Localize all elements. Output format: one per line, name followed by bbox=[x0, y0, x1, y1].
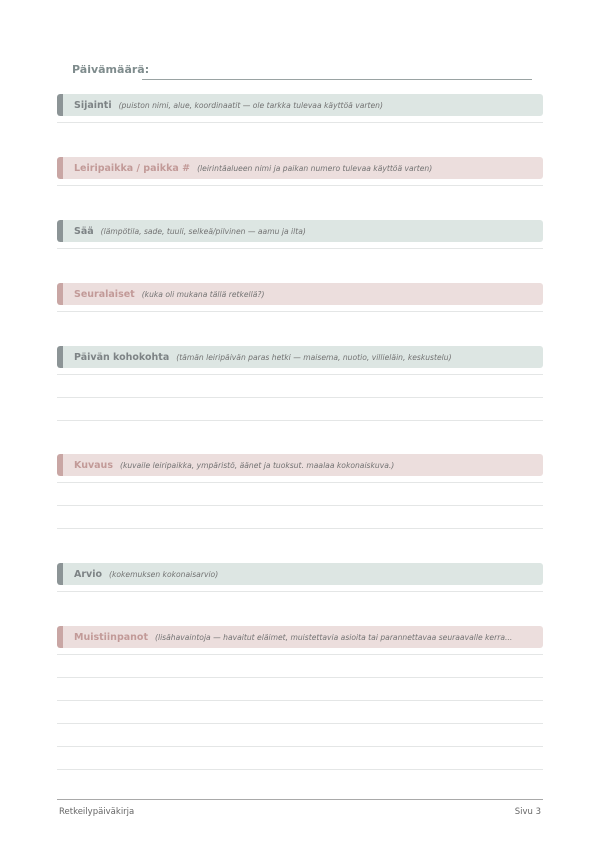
writing-line[interactable] bbox=[57, 420, 543, 421]
section-title: Seuralaiset bbox=[74, 288, 135, 300]
section-rating bbox=[57, 563, 543, 592]
section-header bbox=[57, 283, 543, 305]
writing-line[interactable] bbox=[57, 654, 543, 655]
section-title: Leiripaikka / paikka # bbox=[74, 162, 191, 174]
section-header bbox=[57, 563, 543, 585]
writing-line[interactable] bbox=[57, 397, 543, 398]
section-weather bbox=[57, 220, 543, 249]
page-footer bbox=[57, 799, 543, 817]
writing-line[interactable] bbox=[57, 746, 543, 747]
writing-line[interactable] bbox=[57, 769, 543, 770]
writing-line[interactable] bbox=[57, 122, 543, 123]
section-hint: (kokemuksen kokonaisarvio) bbox=[109, 569, 219, 579]
page-number: Sivu 3 bbox=[514, 807, 541, 817]
section-hint: (kuka oli mukana tällä retkellä?) bbox=[141, 289, 265, 299]
section-title: Sijainti bbox=[74, 99, 112, 111]
section-header bbox=[57, 157, 543, 179]
section-title: Sää bbox=[74, 225, 94, 237]
date-field bbox=[72, 62, 532, 80]
section-location bbox=[57, 94, 543, 123]
writing-line[interactable] bbox=[57, 374, 543, 375]
writing-line[interactable] bbox=[57, 591, 543, 592]
footer-title: Retkeilypäiväkirja bbox=[59, 807, 135, 817]
writing-line[interactable] bbox=[57, 505, 543, 506]
section-hint: (lisähavaintoja — havaitut eläimet, muistettavia asioita tai parannettavaa seuraavalle kerra... bbox=[155, 632, 513, 642]
writing-line[interactable] bbox=[57, 482, 543, 483]
writing-line[interactable] bbox=[57, 723, 543, 724]
section-companions bbox=[57, 283, 543, 312]
section-description bbox=[57, 454, 543, 529]
section-title: Kuvaus bbox=[74, 459, 113, 471]
section-header bbox=[57, 454, 543, 476]
section-hint: (puiston nimi, alue, koordinaatit — ole tarkka tulevaa käyttöä varten) bbox=[118, 100, 383, 110]
writing-line[interactable] bbox=[57, 248, 543, 249]
section-header bbox=[57, 346, 543, 368]
section-hint: (kuvaile leiripaikka, ympäristö, äänet ja tuoksut. maalaa kokonaiskuva.) bbox=[119, 460, 395, 470]
section-hint: (leirintäalueen nimi ja paikan numero tulevaa käyttöä varten) bbox=[197, 163, 433, 173]
date-input-line[interactable] bbox=[142, 79, 532, 80]
section-title: Muistiinpanot bbox=[74, 631, 148, 643]
section-highlight bbox=[57, 346, 543, 421]
section-title: Päivän kohokohta bbox=[74, 351, 170, 363]
section-title: Arvio bbox=[74, 568, 103, 580]
section-hint: (lämpötila, sade, tuuli, selkeä/pilvinen — aamu ja ilta) bbox=[100, 226, 306, 236]
section-header bbox=[57, 220, 543, 242]
writing-line[interactable] bbox=[57, 185, 543, 186]
writing-line[interactable] bbox=[57, 677, 543, 678]
section-campsite bbox=[57, 157, 543, 186]
section-header bbox=[57, 94, 543, 116]
writing-line[interactable] bbox=[57, 311, 543, 312]
date-label: Päivämäärä: bbox=[72, 63, 150, 76]
writing-line[interactable] bbox=[57, 700, 543, 701]
section-header bbox=[57, 626, 543, 648]
section-hint: (tämän leiripäivän paras hetki — maisema, nuotio, villieläin, keskustelu) bbox=[176, 352, 452, 362]
writing-line[interactable] bbox=[57, 528, 543, 529]
section-notes bbox=[57, 626, 543, 770]
